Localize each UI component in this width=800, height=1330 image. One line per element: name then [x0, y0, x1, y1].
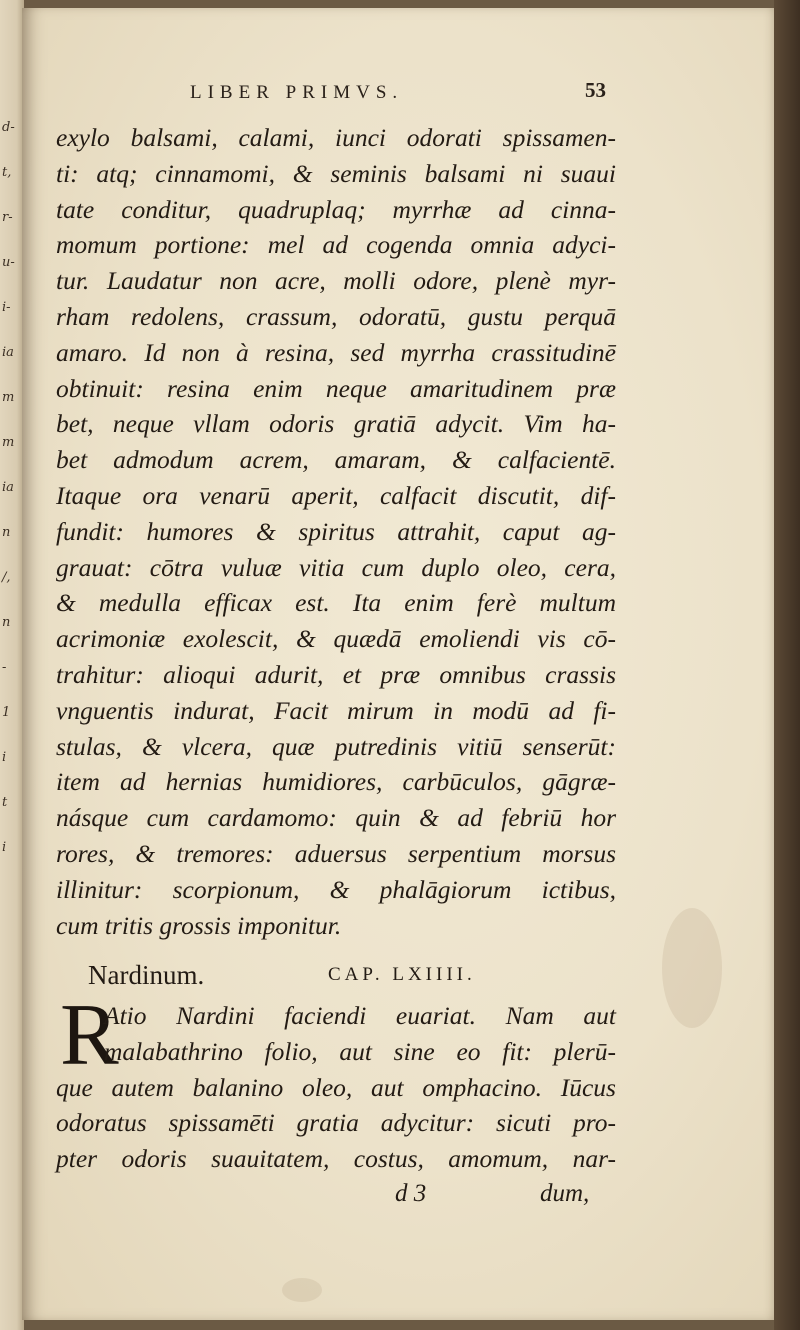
- text-line: exylo balsami, calami, iunci odorati spissamen-: [56, 123, 616, 152]
- chapter-heading: [88, 960, 548, 991]
- margin-fragment: m: [2, 390, 15, 405]
- chapter-text-line: pter odoris suauitatem, costus, amomum, nar-: [56, 1144, 616, 1174]
- text-line: ti: atq; cinnamomi, & seminis balsami ni suaui: [56, 158, 616, 188]
- drop-cap: R: [60, 987, 119, 1084]
- previous-page-edge: [0, 0, 24, 1330]
- text-line: tur. Laudatur non acre, molli odore, plenè myr-: [56, 266, 616, 296]
- margin-fragment: i-: [2, 300, 11, 315]
- text-line: item ad hernias humidiores, carbūculos, gāgræ-: [56, 767, 616, 797]
- margin-fragment: r-: [2, 210, 13, 225]
- margin-fragment: ia: [2, 480, 14, 495]
- page-number: 53: [585, 78, 606, 102]
- text-line: grauat: cōtra vuluæ vitia cum duplo oleo, cera,: [56, 552, 616, 582]
- chapter-text-line: Atio Nardini faciendi euariat. Nam aut: [104, 1001, 616, 1030]
- margin-fragment: i: [2, 840, 7, 855]
- chapter-number: CAP. LXIIII.: [328, 964, 476, 985]
- catchword: dum,: [540, 1180, 590, 1207]
- margin-fragment: i: [2, 750, 7, 765]
- margin-fragment: n: [2, 615, 11, 630]
- margin-fragment: m: [2, 435, 15, 450]
- text-line: obtinuit: resina enim neque amaritudinem præ: [56, 373, 616, 403]
- text-line: rores, & tremores: aduersus serpentium morsus: [56, 838, 616, 868]
- chapter-text-line: odoratus spissamēti gratia adycitur: sicuti pro-: [56, 1108, 616, 1138]
- stain: [662, 908, 722, 1028]
- text-line: fundit: humores & spiritus attrahit, caput ag-: [56, 516, 616, 546]
- text-line: trahitur: alioqui adurit, et præ omnibus crassis: [56, 659, 616, 689]
- margin-fragment: t: [2, 795, 8, 810]
- margin-fragment: /,: [2, 570, 11, 585]
- text-line: stulas, & vlcera, quæ putredinis vitiū senserūt:: [56, 731, 616, 761]
- margin-fragment: -: [2, 660, 7, 675]
- text-line: bet, neque vllam odoris gratiā adycit. Vim ha-: [56, 409, 616, 439]
- text-line: momum portione: mel ad cogenda omnia adyci-: [56, 230, 616, 260]
- chapter-title: Nardinum.: [88, 960, 205, 990]
- text-line: bet admodum acrem, amaram, & calfacientē.: [56, 445, 616, 475]
- running-head: LIBER PRIMVS.: [190, 82, 404, 103]
- chapter-text-line: malabathrino folio, aut sine eo fit: plerū-: [104, 1036, 616, 1066]
- text-line: illinitur: scorpionum, & phalāgiorum ictibus,: [56, 874, 616, 904]
- text-line: acrimoniæ exolescit, & quædā emoliendi vis cō-: [56, 624, 616, 654]
- text-line: tate conditur, quadruplaq; myrrhæ ad cinna-: [56, 194, 616, 224]
- signature-mark: d 3: [395, 1180, 427, 1207]
- margin-fragment: ia: [2, 345, 14, 360]
- text-line: amaro. Id non à resina, sed myrrha crassitudinē: [56, 337, 616, 367]
- text-line: vnguentis indurat, Facit mirum in modū ad fi-: [56, 695, 616, 725]
- text-line: Itaque ora venarū aperit, calfacit discutit, dif-: [56, 480, 616, 510]
- text-line: & medulla efficax est. Ita enim ferè multum: [56, 588, 616, 618]
- margin-fragment: t,: [2, 165, 12, 180]
- margin-fragment: n: [2, 525, 11, 540]
- chapter-text: [56, 987, 616, 1177]
- stain: [282, 1278, 322, 1302]
- text-line: cum tritis grossis imponitur.: [56, 910, 342, 940]
- text-line: násque cum cardamomo: quin & ad febriū hor: [56, 803, 616, 833]
- margin-fragment: 1: [2, 705, 11, 720]
- book-edge: [774, 0, 800, 1330]
- margin-fragment: u-: [2, 255, 15, 270]
- chapter-text-line: que autem balanino oleo, aut omphacino. Iūcus: [56, 1072, 616, 1102]
- margin-fragment: d-: [2, 120, 15, 135]
- text-line: rham redolens, crassum, odoratū, gustu perquā: [56, 301, 616, 331]
- body-text: [56, 120, 616, 943]
